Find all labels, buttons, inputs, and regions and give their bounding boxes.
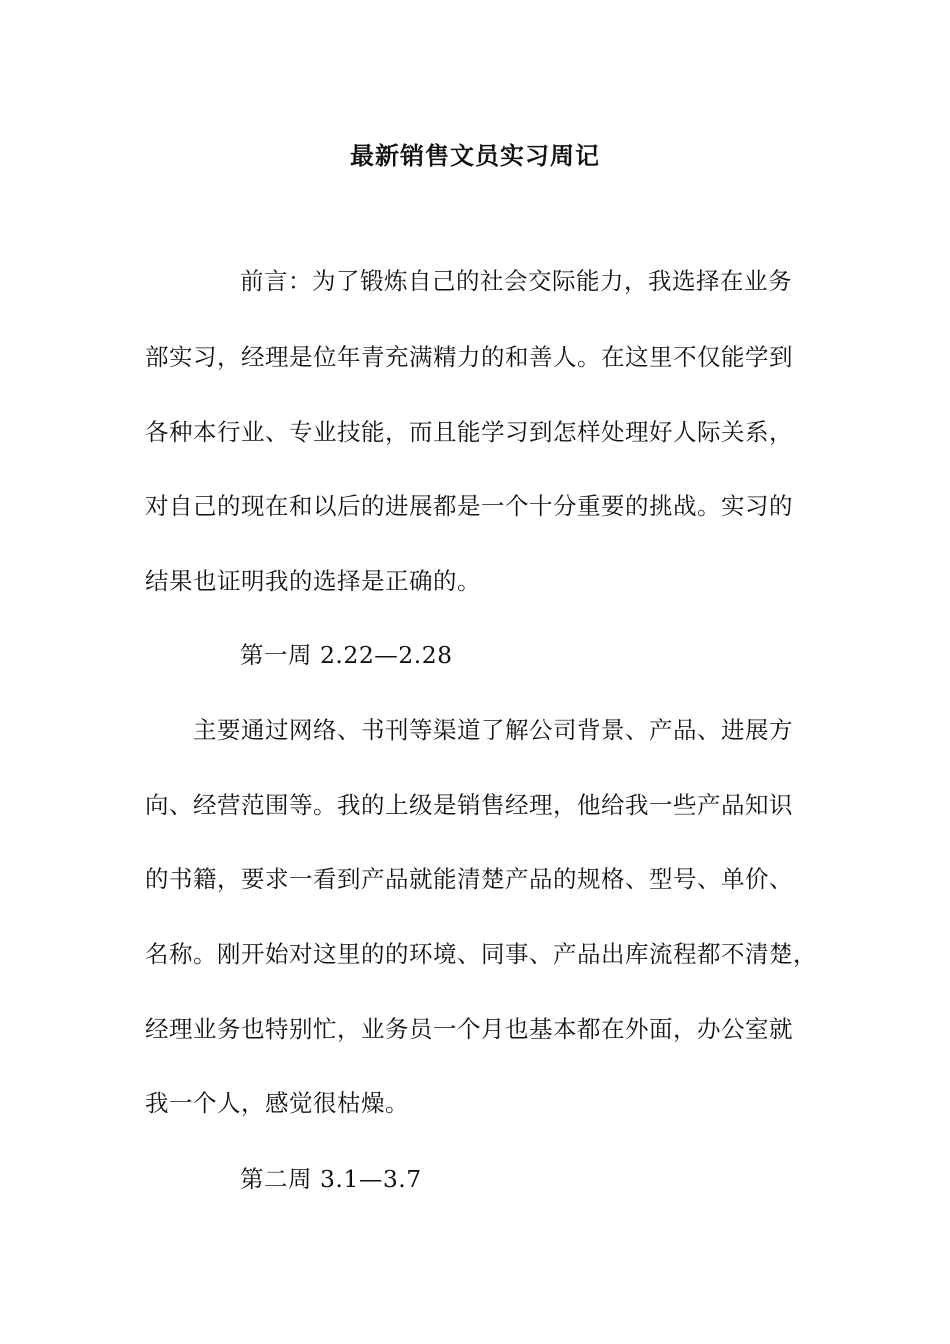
paragraph-line: 的书籍，要求一看到产品就能清楚产品的规格、型号、单价、 bbox=[145, 865, 793, 893]
paragraph-line: 经理业务也特别忙，业务员一个月也基本都在外面，办公室就 bbox=[145, 1015, 793, 1043]
paragraph-line: 对自己的现在和以后的进展都是一个十分重要的挑战。实习的 bbox=[145, 492, 793, 520]
paragraph-line: 向、经营范围等。我的上级是销售经理，他给我一些产品知识 bbox=[145, 791, 793, 819]
paragraph-line: 前言：为了锻炼自己的社会交际能力，我选择在业务 bbox=[240, 267, 792, 295]
paragraph-line: 名称。刚开始对这里的的环境、同事、产品出库流程都不清楚， bbox=[145, 940, 817, 968]
paragraph-line: 各种本行业、专业技能，而且能学习到怎样处理好人际关系， bbox=[145, 418, 793, 446]
paragraph-line: 结果也证明我的选择是正确的。 bbox=[145, 567, 481, 595]
paragraph-line: 我一个人，感觉很枯燥。 bbox=[145, 1089, 409, 1117]
paragraph-line: 部实习，经理是位年青充满精力的和善人。在这里不仅能学到 bbox=[145, 343, 793, 371]
week-heading: 第二周 3.1—3.7 bbox=[240, 1165, 422, 1193]
paragraph-line: 主要通过网络、书刊等渠道了解公司背景、产品、进展方 bbox=[193, 716, 793, 744]
week-heading: 第一周 2.22—2.28 bbox=[240, 641, 453, 669]
document-title: 最新销售文员实习周记 bbox=[350, 141, 600, 170]
